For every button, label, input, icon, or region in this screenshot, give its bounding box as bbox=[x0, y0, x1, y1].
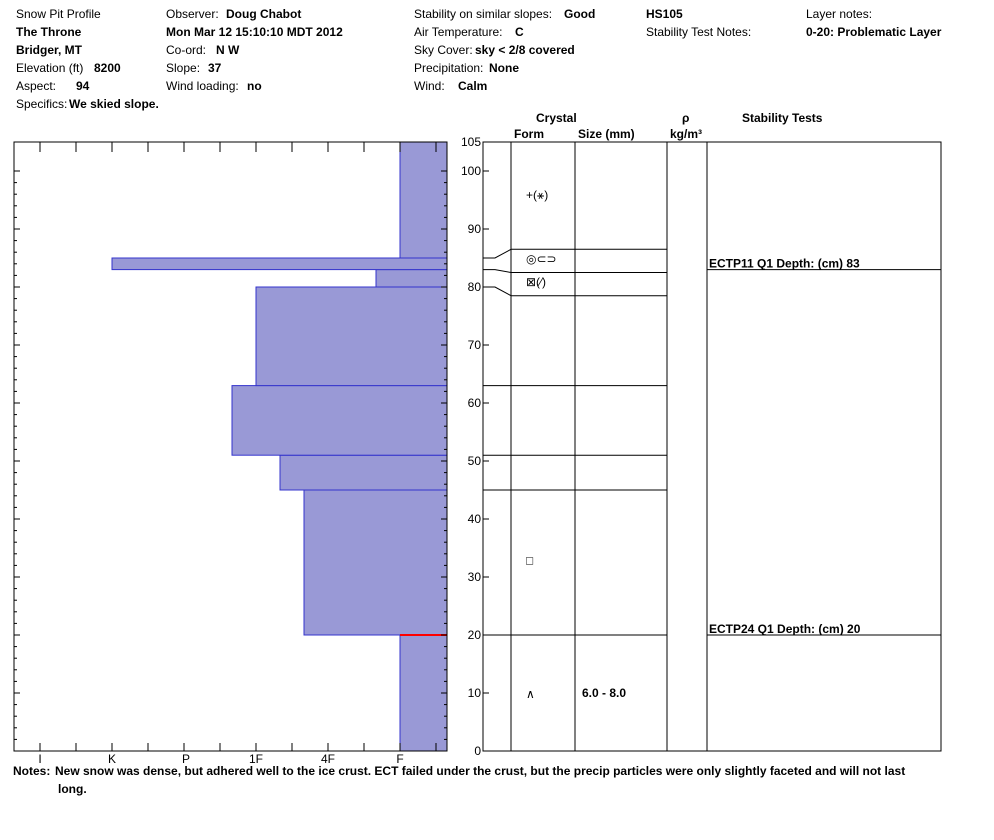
stability-test-label: ECTP11 Q1 Depth: (cm) 83 bbox=[709, 256, 860, 271]
x-tick-label: F bbox=[396, 752, 404, 766]
form-header: Form bbox=[514, 127, 544, 141]
crystal-form-symbol: ◎⊂⊃ bbox=[526, 252, 557, 266]
slope-label: Slope: bbox=[166, 61, 201, 75]
air-temp-value: C bbox=[515, 25, 524, 39]
notes-text-continued: long. bbox=[58, 782, 87, 796]
y-tick-label: 30 bbox=[467, 570, 481, 584]
hardness-bars bbox=[112, 142, 447, 751]
stability-test-label: ECTP24 Q1 Depth: (cm) 20 bbox=[709, 622, 861, 636]
sky-cover-value: sky < 2/8 covered bbox=[475, 43, 575, 57]
stability-notes-label: Stability Test Notes: bbox=[646, 25, 752, 39]
x-tick-label: 4F bbox=[320, 752, 336, 766]
hardness-bar bbox=[376, 270, 447, 287]
layer-notes-value: 0-20: Problematic Layer bbox=[806, 25, 942, 39]
aspect-label: Aspect: bbox=[16, 79, 57, 93]
air-temp-label: Air Temperature: bbox=[414, 25, 503, 39]
hardness-bar bbox=[256, 287, 447, 386]
precip-label: Precipitation: bbox=[414, 61, 484, 75]
connector-line bbox=[483, 287, 511, 296]
connector-line bbox=[483, 249, 511, 258]
crystal-form-symbol: +(⚹) bbox=[526, 188, 549, 203]
page-title: Snow Pit Profile bbox=[16, 7, 101, 21]
rho-header: ρ bbox=[682, 111, 690, 125]
hardness-bar bbox=[232, 386, 447, 456]
hardness-bar bbox=[112, 258, 447, 270]
notes-text: New snow was dense, but adhered well to the ice crust. ECT failed under the crust, but the precip particles were only slightly faceted and will not last bbox=[55, 764, 906, 778]
wind-loading-value: no bbox=[247, 79, 262, 93]
specifics-value: We skied slope. bbox=[69, 97, 159, 111]
y-tick-label: 0 bbox=[474, 744, 481, 758]
y-tick-label: 50 bbox=[467, 454, 481, 468]
stability-tests-header: Stability Tests bbox=[742, 111, 823, 125]
y-tick-label: 80 bbox=[467, 280, 481, 294]
crystal-form-symbol: □ bbox=[526, 553, 534, 568]
coord-value: N W bbox=[216, 43, 240, 57]
wind-label: Wind: bbox=[414, 79, 445, 93]
observer-label: Observer: bbox=[166, 7, 219, 21]
location-name: The Throne bbox=[16, 25, 82, 39]
precip-value: None bbox=[489, 61, 519, 75]
notes-label: Notes: bbox=[13, 764, 51, 778]
rho-unit-header: kg/m³ bbox=[670, 127, 703, 141]
stability-value: Good bbox=[564, 7, 596, 21]
size-header: Size (mm) bbox=[578, 127, 635, 141]
y-tick-label: 100 bbox=[460, 164, 481, 178]
observer-value: Doug Chabot bbox=[226, 7, 302, 21]
stability-tests bbox=[709, 257, 861, 636]
hardness-bar bbox=[304, 490, 447, 635]
coord-label: Co-ord: bbox=[166, 43, 207, 57]
table-border bbox=[483, 142, 941, 751]
crystal-header: Crystal bbox=[536, 111, 577, 125]
y-tick-label: 70 bbox=[467, 338, 481, 352]
hardness-bar bbox=[400, 635, 447, 751]
crystal-form-symbol: ∧ bbox=[526, 687, 535, 701]
wind-loading-label: Wind loading: bbox=[166, 79, 239, 93]
x-tick-label: I bbox=[38, 752, 42, 766]
stability-label: Stability on similar slopes: bbox=[414, 7, 553, 21]
crystal-form-symbol: ⊠(⁄) bbox=[526, 275, 547, 290]
crystal-forms bbox=[526, 188, 626, 701]
x-tick-label: P bbox=[181, 752, 191, 766]
slope-value: 37 bbox=[208, 61, 222, 75]
aspect-value: 94 bbox=[76, 79, 90, 93]
datetime-value: Mon Mar 12 15:10:10 MDT 2012 bbox=[166, 25, 343, 39]
hardness-bar bbox=[280, 455, 447, 490]
crystal-table bbox=[483, 142, 941, 751]
x-tick-label: 1F bbox=[248, 752, 264, 766]
x-tick-label: K bbox=[107, 752, 117, 766]
layer-notes-label: Layer notes: bbox=[806, 7, 873, 21]
hardness-bar bbox=[400, 142, 447, 258]
connector-line bbox=[483, 270, 511, 273]
crystal-size: 6.0 - 8.0 bbox=[582, 686, 627, 700]
elevation-label: Elevation (ft) bbox=[16, 61, 84, 75]
y-tick-label: 90 bbox=[467, 222, 481, 236]
y-tick-label: 40 bbox=[467, 512, 481, 526]
hs-value: HS105 bbox=[646, 7, 683, 21]
region-name: Bridger, MT bbox=[16, 43, 83, 57]
specifics-label: Specifics: bbox=[16, 97, 68, 111]
y-tick-label: 10 bbox=[467, 686, 481, 700]
y-tick-label: 20 bbox=[467, 628, 481, 642]
elevation-value: 8200 bbox=[94, 61, 121, 75]
wind-value: Calm bbox=[458, 79, 488, 93]
y-tick-label: 60 bbox=[467, 396, 481, 410]
sky-cover-label: Sky Cover: bbox=[414, 43, 473, 57]
y-tick-label: 105 bbox=[460, 135, 481, 149]
